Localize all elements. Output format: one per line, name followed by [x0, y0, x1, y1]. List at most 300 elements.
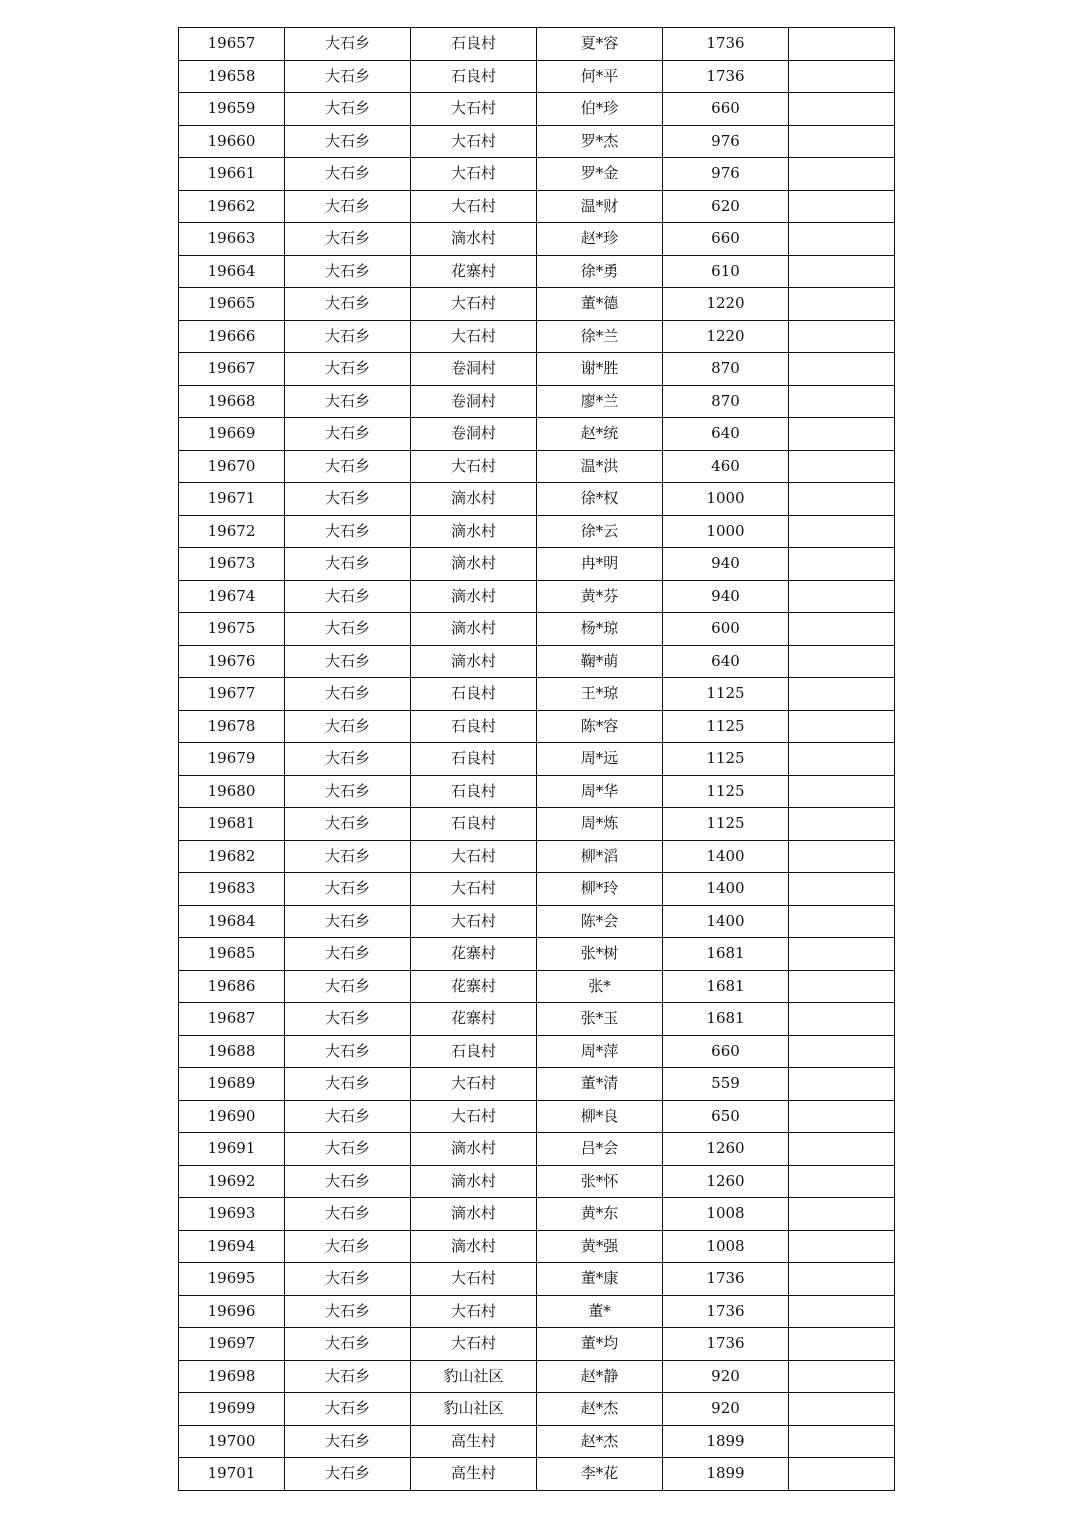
name-cell: 董*康 — [537, 1263, 663, 1296]
amount-cell: 1736 — [663, 60, 789, 93]
name-cell: 夏*容 — [537, 28, 663, 61]
township-cell: 大石乡 — [285, 1230, 411, 1263]
remark-cell — [789, 1198, 895, 1231]
name-cell: 谢*胜 — [537, 353, 663, 386]
name-cell: 伯*珍 — [537, 93, 663, 126]
serial-number-cell: 19665 — [179, 288, 285, 321]
amount-cell: 460 — [663, 450, 789, 483]
village-cell: 滴水村 — [411, 645, 537, 678]
serial-number-cell: 19664 — [179, 255, 285, 288]
name-cell: 冉*明 — [537, 548, 663, 581]
township-cell: 大石乡 — [285, 840, 411, 873]
amount-cell: 1125 — [663, 678, 789, 711]
remark-cell — [789, 678, 895, 711]
table-row — [179, 320, 895, 353]
township-cell: 大石乡 — [285, 190, 411, 223]
township-cell: 大石乡 — [285, 1425, 411, 1458]
remark-cell — [789, 1393, 895, 1426]
amount-cell: 1736 — [663, 1328, 789, 1361]
name-cell: 董*德 — [537, 288, 663, 321]
name-cell: 徐*兰 — [537, 320, 663, 353]
township-cell: 大石乡 — [285, 93, 411, 126]
serial-number-cell: 19670 — [179, 450, 285, 483]
township-cell: 大石乡 — [285, 710, 411, 743]
serial-number-cell: 19699 — [179, 1393, 285, 1426]
table-row — [179, 1198, 895, 1231]
amount-cell: 1000 — [663, 483, 789, 516]
serial-number-cell: 19657 — [179, 28, 285, 61]
remark-cell — [789, 450, 895, 483]
table-row — [179, 970, 895, 1003]
name-cell: 罗*杰 — [537, 125, 663, 158]
amount-cell: 1260 — [663, 1133, 789, 1166]
village-cell: 滴水村 — [411, 548, 537, 581]
remark-cell — [789, 808, 895, 841]
name-cell: 黄*芬 — [537, 580, 663, 613]
village-cell: 大石村 — [411, 320, 537, 353]
township-cell: 大石乡 — [285, 320, 411, 353]
table-row — [179, 1230, 895, 1263]
table-row — [179, 808, 895, 841]
serial-number-cell: 19663 — [179, 223, 285, 256]
township-cell: 大石乡 — [285, 450, 411, 483]
remark-cell — [789, 418, 895, 451]
village-cell: 石良村 — [411, 28, 537, 61]
village-cell: 滴水村 — [411, 1198, 537, 1231]
serial-number-cell: 19698 — [179, 1360, 285, 1393]
amount-cell: 620 — [663, 190, 789, 223]
amount-cell: 660 — [663, 1035, 789, 1068]
table-row — [179, 1458, 895, 1491]
village-cell: 大石村 — [411, 1295, 537, 1328]
amount-cell: 1736 — [663, 28, 789, 61]
remark-cell — [789, 1295, 895, 1328]
table-row — [179, 288, 895, 321]
name-cell: 赵*杰 — [537, 1393, 663, 1426]
name-cell: 杨*琼 — [537, 613, 663, 646]
township-cell: 大石乡 — [285, 1328, 411, 1361]
village-cell: 高生村 — [411, 1458, 537, 1491]
serial-number-cell: 19672 — [179, 515, 285, 548]
township-cell: 大石乡 — [285, 1393, 411, 1426]
township-cell: 大石乡 — [285, 1360, 411, 1393]
name-cell: 徐*权 — [537, 483, 663, 516]
table-row — [179, 353, 895, 386]
serial-number-cell: 19686 — [179, 970, 285, 1003]
amount-cell: 920 — [663, 1360, 789, 1393]
township-cell: 大石乡 — [285, 613, 411, 646]
serial-number-cell: 19668 — [179, 385, 285, 418]
remark-cell — [789, 125, 895, 158]
amount-cell: 940 — [663, 580, 789, 613]
serial-number-cell: 19676 — [179, 645, 285, 678]
township-cell: 大石乡 — [285, 873, 411, 906]
township-cell: 大石乡 — [285, 645, 411, 678]
village-cell: 石良村 — [411, 678, 537, 711]
table-row — [179, 938, 895, 971]
village-cell: 石良村 — [411, 710, 537, 743]
table-row — [179, 580, 895, 613]
table-body — [179, 28, 895, 1491]
village-cell: 石良村 — [411, 775, 537, 808]
remark-cell — [789, 1263, 895, 1296]
serial-number-cell: 19689 — [179, 1068, 285, 1101]
village-cell: 花寨村 — [411, 938, 537, 971]
remark-cell — [789, 1458, 895, 1491]
amount-cell: 1681 — [663, 938, 789, 971]
remark-cell — [789, 840, 895, 873]
remark-cell — [789, 190, 895, 223]
name-cell: 张*玉 — [537, 1003, 663, 1036]
amount-cell: 600 — [663, 613, 789, 646]
serial-number-cell: 19667 — [179, 353, 285, 386]
serial-number-cell: 19697 — [179, 1328, 285, 1361]
township-cell: 大石乡 — [285, 418, 411, 451]
table-row — [179, 190, 895, 223]
table-row — [179, 1003, 895, 1036]
table-row — [179, 873, 895, 906]
amount-cell: 1899 — [663, 1425, 789, 1458]
serial-number-cell: 19693 — [179, 1198, 285, 1231]
remark-cell — [789, 938, 895, 971]
name-cell: 鞠*萌 — [537, 645, 663, 678]
name-cell: 温*洪 — [537, 450, 663, 483]
village-cell: 大石村 — [411, 1100, 537, 1133]
serial-number-cell: 19674 — [179, 580, 285, 613]
amount-cell: 650 — [663, 1100, 789, 1133]
table-row — [179, 93, 895, 126]
township-cell: 大石乡 — [285, 678, 411, 711]
village-cell: 大石村 — [411, 93, 537, 126]
amount-cell: 640 — [663, 645, 789, 678]
name-cell: 徐*云 — [537, 515, 663, 548]
amount-cell: 640 — [663, 418, 789, 451]
serial-number-cell: 19669 — [179, 418, 285, 451]
village-cell: 滴水村 — [411, 1133, 537, 1166]
township-cell: 大石乡 — [285, 1003, 411, 1036]
village-cell: 卷洞村 — [411, 385, 537, 418]
serial-number-cell: 19688 — [179, 1035, 285, 1068]
table-row — [179, 385, 895, 418]
village-cell: 高生村 — [411, 1425, 537, 1458]
village-cell: 大石村 — [411, 1328, 537, 1361]
township-cell: 大石乡 — [285, 515, 411, 548]
township-cell: 大石乡 — [285, 1198, 411, 1231]
serial-number-cell: 19695 — [179, 1263, 285, 1296]
name-cell: 温*财 — [537, 190, 663, 223]
remark-cell — [789, 645, 895, 678]
remark-cell — [789, 1230, 895, 1263]
serial-number-cell: 19685 — [179, 938, 285, 971]
township-cell: 大石乡 — [285, 1458, 411, 1491]
serial-number-cell: 19659 — [179, 93, 285, 126]
amount-cell: 1736 — [663, 1263, 789, 1296]
village-cell: 滴水村 — [411, 613, 537, 646]
village-cell: 滴水村 — [411, 223, 537, 256]
township-cell: 大石乡 — [285, 60, 411, 93]
village-cell: 滴水村 — [411, 1165, 537, 1198]
remark-cell — [789, 613, 895, 646]
serial-number-cell: 19682 — [179, 840, 285, 873]
township-cell: 大石乡 — [285, 808, 411, 841]
table-row — [179, 1328, 895, 1361]
serial-number-cell: 19700 — [179, 1425, 285, 1458]
amount-cell: 660 — [663, 223, 789, 256]
remark-cell — [789, 1003, 895, 1036]
table-row — [179, 1035, 895, 1068]
village-cell: 大石村 — [411, 158, 537, 191]
name-cell: 赵*珍 — [537, 223, 663, 256]
serial-number-cell: 19666 — [179, 320, 285, 353]
table-row — [179, 840, 895, 873]
name-cell: 柳*玲 — [537, 873, 663, 906]
township-cell: 大石乡 — [285, 353, 411, 386]
remark-cell — [789, 255, 895, 288]
village-cell: 卷洞村 — [411, 353, 537, 386]
table-row — [179, 613, 895, 646]
remark-cell — [789, 1360, 895, 1393]
serial-number-cell: 19694 — [179, 1230, 285, 1263]
township-cell: 大石乡 — [285, 125, 411, 158]
village-cell: 石良村 — [411, 1035, 537, 1068]
table-row — [179, 548, 895, 581]
amount-cell: 976 — [663, 125, 789, 158]
serial-number-cell: 19671 — [179, 483, 285, 516]
amount-cell: 870 — [663, 353, 789, 386]
township-cell: 大石乡 — [285, 288, 411, 321]
name-cell: 陈*容 — [537, 710, 663, 743]
table-row — [179, 1295, 895, 1328]
remark-cell — [789, 385, 895, 418]
amount-cell: 940 — [663, 548, 789, 581]
remark-cell — [789, 93, 895, 126]
name-cell: 周*华 — [537, 775, 663, 808]
table-row — [179, 60, 895, 93]
township-cell: 大石乡 — [285, 385, 411, 418]
remark-cell — [789, 320, 895, 353]
township-cell: 大石乡 — [285, 1295, 411, 1328]
remark-cell — [789, 1100, 895, 1133]
serial-number-cell: 19658 — [179, 60, 285, 93]
serial-number-cell: 19683 — [179, 873, 285, 906]
village-cell: 花寨村 — [411, 255, 537, 288]
township-cell: 大石乡 — [285, 1165, 411, 1198]
amount-cell: 1008 — [663, 1230, 789, 1263]
township-cell: 大石乡 — [285, 580, 411, 613]
table-row — [179, 1100, 895, 1133]
amount-cell: 559 — [663, 1068, 789, 1101]
amount-cell: 1400 — [663, 873, 789, 906]
name-cell: 王*琼 — [537, 678, 663, 711]
remark-cell — [789, 515, 895, 548]
village-cell: 花寨村 — [411, 1003, 537, 1036]
remark-cell — [789, 158, 895, 191]
serial-number-cell: 19687 — [179, 1003, 285, 1036]
village-cell: 大石村 — [411, 873, 537, 906]
township-cell: 大石乡 — [285, 1263, 411, 1296]
serial-number-cell: 19662 — [179, 190, 285, 223]
name-cell: 董* — [537, 1295, 663, 1328]
township-cell: 大石乡 — [285, 743, 411, 776]
remark-cell — [789, 970, 895, 1003]
amount-cell: 1000 — [663, 515, 789, 548]
township-cell: 大石乡 — [285, 1068, 411, 1101]
name-cell: 李*花 — [537, 1458, 663, 1491]
township-cell: 大石乡 — [285, 28, 411, 61]
table-row — [179, 645, 895, 678]
name-cell: 赵*统 — [537, 418, 663, 451]
village-cell: 大石村 — [411, 190, 537, 223]
township-cell: 大石乡 — [285, 255, 411, 288]
remark-cell — [789, 223, 895, 256]
amount-cell: 1125 — [663, 775, 789, 808]
name-cell: 黄*东 — [537, 1198, 663, 1231]
amount-cell: 1400 — [663, 905, 789, 938]
village-cell: 卷洞村 — [411, 418, 537, 451]
serial-number-cell: 19690 — [179, 1100, 285, 1133]
name-cell: 赵*静 — [537, 1360, 663, 1393]
township-cell: 大石乡 — [285, 905, 411, 938]
village-cell: 豹山社区 — [411, 1393, 537, 1426]
township-cell: 大石乡 — [285, 483, 411, 516]
name-cell: 柳*滔 — [537, 840, 663, 873]
serial-number-cell: 19679 — [179, 743, 285, 776]
serial-number-cell: 19701 — [179, 1458, 285, 1491]
name-cell: 罗*金 — [537, 158, 663, 191]
name-cell: 何*平 — [537, 60, 663, 93]
name-cell: 柳*良 — [537, 1100, 663, 1133]
name-cell: 廖*兰 — [537, 385, 663, 418]
amount-cell: 610 — [663, 255, 789, 288]
village-cell: 滴水村 — [411, 515, 537, 548]
name-cell: 张*树 — [537, 938, 663, 971]
name-cell: 吕*会 — [537, 1133, 663, 1166]
serial-number-cell: 19684 — [179, 905, 285, 938]
table-row — [179, 255, 895, 288]
serial-number-cell: 19678 — [179, 710, 285, 743]
name-cell: 赵*杰 — [537, 1425, 663, 1458]
table-row — [179, 125, 895, 158]
table-row — [179, 515, 895, 548]
table-row — [179, 1133, 895, 1166]
village-cell: 豹山社区 — [411, 1360, 537, 1393]
table-row — [179, 483, 895, 516]
serial-number-cell: 19692 — [179, 1165, 285, 1198]
village-cell: 大石村 — [411, 905, 537, 938]
serial-number-cell: 19696 — [179, 1295, 285, 1328]
remark-cell — [789, 548, 895, 581]
village-cell: 大石村 — [411, 840, 537, 873]
name-cell: 周*远 — [537, 743, 663, 776]
remark-cell — [789, 905, 895, 938]
remark-cell — [789, 580, 895, 613]
township-cell: 大石乡 — [285, 1035, 411, 1068]
township-cell: 大石乡 — [285, 548, 411, 581]
village-cell: 滴水村 — [411, 483, 537, 516]
serial-number-cell: 19681 — [179, 808, 285, 841]
village-cell: 大石村 — [411, 1068, 537, 1101]
amount-cell: 870 — [663, 385, 789, 418]
village-cell: 石良村 — [411, 743, 537, 776]
name-cell: 黄*强 — [537, 1230, 663, 1263]
village-cell: 石良村 — [411, 808, 537, 841]
serial-number-cell: 19661 — [179, 158, 285, 191]
table-row — [179, 158, 895, 191]
township-cell: 大石乡 — [285, 775, 411, 808]
name-cell: 徐*勇 — [537, 255, 663, 288]
table-row — [179, 1393, 895, 1426]
table-row — [179, 1425, 895, 1458]
township-cell: 大石乡 — [285, 1100, 411, 1133]
amount-cell: 976 — [663, 158, 789, 191]
serial-number-cell: 19673 — [179, 548, 285, 581]
amount-cell: 1125 — [663, 743, 789, 776]
table-row — [179, 1068, 895, 1101]
township-cell: 大石乡 — [285, 938, 411, 971]
amount-cell: 1008 — [663, 1198, 789, 1231]
remark-cell — [789, 775, 895, 808]
village-cell: 滴水村 — [411, 580, 537, 613]
serial-number-cell: 19691 — [179, 1133, 285, 1166]
name-cell: 张*怀 — [537, 1165, 663, 1198]
serial-number-cell: 19660 — [179, 125, 285, 158]
table-row — [179, 710, 895, 743]
amount-cell: 1220 — [663, 320, 789, 353]
data-table — [178, 27, 895, 1491]
village-cell: 大石村 — [411, 125, 537, 158]
remark-cell — [789, 1328, 895, 1361]
table-row — [179, 450, 895, 483]
name-cell: 董*均 — [537, 1328, 663, 1361]
remark-cell — [789, 1165, 895, 1198]
name-cell: 周*炼 — [537, 808, 663, 841]
village-cell: 花寨村 — [411, 970, 537, 1003]
amount-cell: 660 — [663, 93, 789, 126]
remark-cell — [789, 353, 895, 386]
remark-cell — [789, 28, 895, 61]
name-cell: 陈*会 — [537, 905, 663, 938]
remark-cell — [789, 1425, 895, 1458]
remark-cell — [789, 60, 895, 93]
remark-cell — [789, 1068, 895, 1101]
township-cell: 大石乡 — [285, 970, 411, 1003]
table-row — [179, 905, 895, 938]
village-cell: 大石村 — [411, 1263, 537, 1296]
table-row — [179, 678, 895, 711]
name-cell: 董*清 — [537, 1068, 663, 1101]
table-row — [179, 743, 895, 776]
table-row — [179, 223, 895, 256]
table-row — [179, 775, 895, 808]
village-cell: 滴水村 — [411, 1230, 537, 1263]
township-cell: 大石乡 — [285, 1133, 411, 1166]
remark-cell — [789, 483, 895, 516]
village-cell: 大石村 — [411, 288, 537, 321]
table-row — [179, 418, 895, 451]
serial-number-cell: 19677 — [179, 678, 285, 711]
remark-cell — [789, 1035, 895, 1068]
amount-cell: 1220 — [663, 288, 789, 321]
remark-cell — [789, 288, 895, 321]
village-cell: 石良村 — [411, 60, 537, 93]
village-cell: 大石村 — [411, 450, 537, 483]
amount-cell: 1899 — [663, 1458, 789, 1491]
township-cell: 大石乡 — [285, 223, 411, 256]
remark-cell — [789, 1133, 895, 1166]
remark-cell — [789, 743, 895, 776]
township-cell: 大石乡 — [285, 158, 411, 191]
name-cell: 周*萍 — [537, 1035, 663, 1068]
